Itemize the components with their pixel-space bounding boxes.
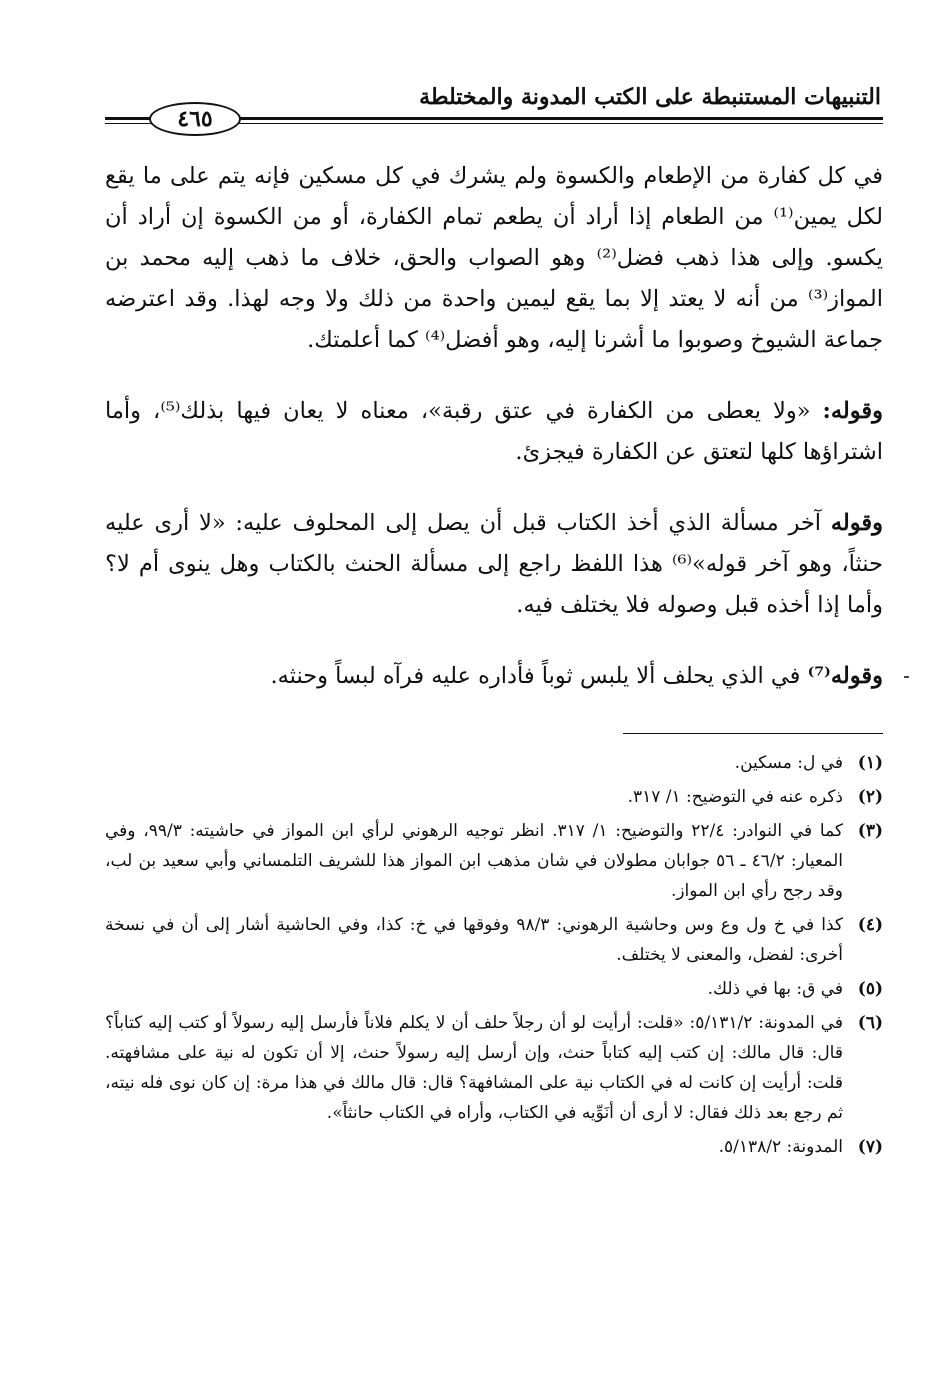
page-number-badge: ٤٦٥ [149, 102, 241, 136]
running-title: التنبيهات المستنبطة على الكتب المدونة والمختلطة [419, 84, 881, 110]
footnote-text: في ق: بها في ذلك. [707, 979, 843, 999]
footnote-text: كما في النوادر: ٢٢/٤ والتوضيح: ١/ ٣١٧. انظر توجيه الرهوني لرأي ابن المواز في حاشيته: ٩٩/٣، وفي المعيار: ٤٦/٢ ـ ٥٦ جوابان مطولان في شان مذهب ابن المواز هذا للشريف التلمساني وأبي سعيد بن لب، وقد رجح رأي ابن المواز. [105, 821, 843, 901]
footnote-separator [623, 733, 883, 734]
footnote [105, 748, 883, 778]
footnote-text: في ل: مسكين. [734, 753, 843, 773]
footnote-text: المدونة: ٥/١٣٨/٢. [718, 1137, 843, 1157]
footnote-number: (١) [857, 753, 883, 773]
footnotes [105, 748, 883, 1162]
paragraph-text: في الذي يحلف ألا يلبس ثوباً فأداره عليه فرآه لبساً وحنثه. [270, 663, 808, 689]
main-text [105, 156, 883, 697]
footnote [105, 1008, 883, 1128]
footnote-number: (٤) [857, 915, 883, 935]
footnote [105, 1132, 883, 1162]
paragraph-lead: وقوله⁽⁷⁾ [807, 663, 883, 689]
footnote-number: (٦) [857, 1013, 883, 1033]
paragraph [105, 503, 883, 626]
footnote-number: (٧) [857, 1137, 883, 1157]
paragraph [105, 391, 883, 473]
footnote [105, 974, 883, 1004]
paragraph [105, 656, 883, 697]
paragraph-lead: وقوله [830, 510, 883, 536]
margin-mark [904, 676, 909, 678]
footnote-number: (٥) [857, 979, 883, 999]
footnote [105, 910, 883, 970]
paragraph-text: آخر مسألة الذي أخذ الكتاب قبل أن يصل إلى المحلوف عليه: «لا أرى عليه حنثاً، وهو آخر قوله»⁽⁶⁾ هذا اللفظ راجع إلى مسألة الحنث بالكتاب وهل ينوى أم لا؟ وأما إذا أخذه قبل وصوله فلا يختلف فيه. [105, 510, 883, 618]
paragraph [105, 156, 883, 361]
footnote [105, 782, 883, 812]
paragraph-lead: وقوله: [822, 398, 883, 424]
page-header [105, 60, 883, 130]
footnote [105, 816, 883, 906]
paragraph-text: «ولا يعطى من الكفارة في عتق رقبة»، معناه لا يعان فيها بذلك⁽⁵⁾، وأما اشتراؤها كلها لتعتق عن الكفارة فيجزئ. [105, 398, 883, 465]
footnote-number: (٢) [857, 787, 883, 807]
footnote-text: في المدونة: ٥/١٣١/٢: «قلت: أرأيت لو أن رجلاً حلف أن لا يكلم فلاناً فأرسل إليه رسولاً أو كتب إليه كتاباً؟ قال: قال مالك: إن كتب إليه كتاباً حنث، وإن أرسل إليه رسولاً حنث، إلا أن تكون له نية على مشافهته. قلت: أرأيت إن كانت له في الكتاب نية على المشافهة؟ قال: قال مالك في هذا مرة: إن كان نوى فله نيته، ثم رجع بعد ذلك فقال: لا أرى أن أنَوِّيه في الكتاب، وأراه في الكتاب حانثاً». [105, 1013, 843, 1123]
footnote-text: ذكره عنه في التوضيح: ١/ ٣١٧. [627, 787, 843, 807]
footnote-number: (٣) [857, 821, 883, 841]
footnote-text: كذا في خ ول وع وس وحاشية الرهوني: ٩٨/٣ وفوقها في خ: كذا، وفي الحاشية أشار إلى أن في نسخة أخرى: لفضل، والمعنى لا يختلف. [105, 915, 843, 965]
document-page [105, 60, 883, 1350]
paragraph-text: في كل كفارة من الإطعام والكسوة ولم يشرك في كل مسكين فإنه يتم على ما يقع لكل يمين⁽¹⁾ من الطعام إذا أراد أن يطعم تمام الكفارة، أو من الكسوة إن أراد أن يكسو. وإلى هذا ذهب فضل⁽²⁾ وهو الصواب والحق، خلاف ما ذهب إليه محمد بن المواز⁽³⁾ من أنه لا يعتد إلا بما يقع ليمين واحدة من ذلك ولا وجه لهذا. وقد اعترضه جماعة الشيوخ وصوبوا ما أشرنا إليه، وهو أفضل⁽⁴⁾ كما أعلمتك. [105, 163, 884, 353]
